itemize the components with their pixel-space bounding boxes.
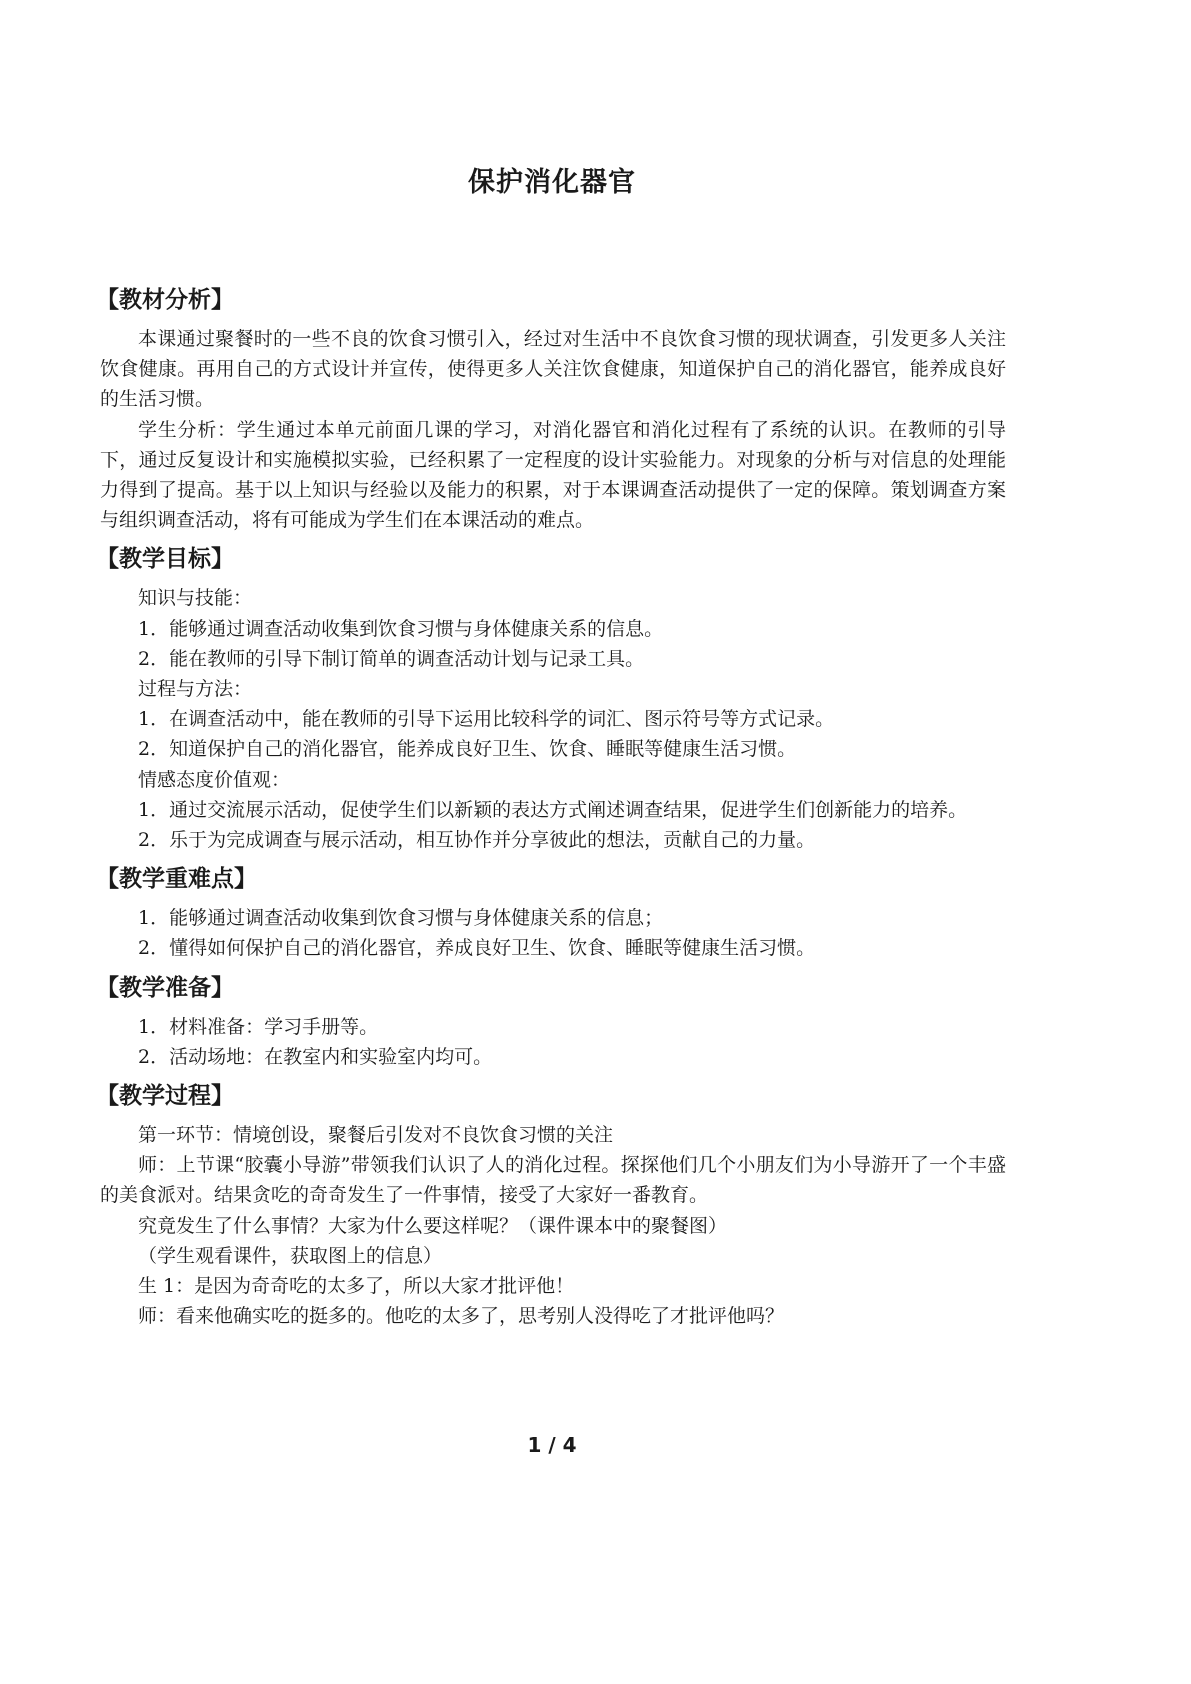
document-body [96,278,1006,1331]
section-heading: 【教学准备】 [96,973,234,1001]
section-heading: 【教学过程】 [96,1082,234,1110]
section-goals [96,537,1006,855]
section-heading: 【教学重难点】 [96,865,257,893]
paragraph: 学生分析：学生通过本单元前面几课的学习，对消化器官和消化过程有了系统的认识。在教师的引导下，通过反复设计和实施模拟实验，已经积累了一定程度的设计实验能力。对现象的分析与对信息的处理能力得到了提高。基于以上知识与经验以及能力的积累，对于本课调查活动提供了一定的保障。策划调查方案与组织调查活动，将有可能成为学生们在本课活动的难点。 [100,418,1006,532]
list-item: 1．在调查活动中，能在教师的引导下运用比较科学的词汇、图示符号等方式记录。 [138,708,835,731]
page-title: 保护消化器官 [468,167,636,198]
section-process [96,1074,1006,1331]
list-item: 2．活动场地：在教室内和实验室内均可。 [138,1045,493,1068]
section-key-points [96,857,1006,963]
list-item: 1．能够通过调查活动收集到饮食习惯与身体健康关系的信息。 [138,617,664,640]
section-heading: 【教材分析】 [96,286,234,313]
paragraph: 情感态度价值观： [138,768,291,791]
paragraph: 师：上节课“胶囊小导游”带领我们认识了人的消化过程。探探他们几个小朋友们为小导游开了一个丰盛的美食派对。结果贪吃的奇奇发生了一件事情，接受了大家好一番教育。 [100,1154,1006,1207]
list-item: 2．能在教师的引导下制订简单的调查活动计划与记录工具。 [138,647,645,670]
list-item: 1．通过交流展示活动，促使学生们以新颖的表达方式阐述调查结果，促进学生们创新能力的培养。 [138,798,968,821]
section-preparation [96,966,1006,1072]
paragraph: 第一环节：情境创设，聚餐后引发对不良饮食习惯的关注 [138,1124,614,1147]
section-heading: 【教学目标】 [96,545,234,573]
list-item: 1．能够通过调查活动收集到饮食习惯与身体健康关系的信息； [138,907,664,930]
paragraph: （学生观看课件，获取图上的信息） [138,1244,443,1267]
page-number: 1 / 4 [527,1433,577,1457]
list-item: 1．材料准备：学习手册等。 [138,1015,379,1038]
paragraph: 师：看来他确实吃的挺多的。他吃的太多了，思考别人没得吃了才批评他吗？ [138,1305,785,1328]
list-item: 2．知道保护自己的消化器官，能养成良好卫生、饮食、睡眠等健康生活习惯。 [138,738,797,761]
paragraph: 本课通过聚餐时的一些不良的饮食习惯引入，经过对生活中不良饮食习惯的现状调查，引发更多人关注饮食健康。再用自己的方式设计并宣传，使得更多人关注饮食健康，知道保护自己的消化器官，能养成良好的生活习惯。 [100,328,1006,411]
list-item: 2．懂得如何保护自己的消化器官，养成良好卫生、饮食、睡眠等健康生活习惯。 [138,937,816,960]
paragraph: 过程与方法： [138,678,253,701]
paragraph: 生 1：是因为奇奇吃的太多了，所以大家才批评他！ [138,1275,575,1298]
paragraph: 究竟发生了什么事情？大家为什么要这样呢？（课件课本中的聚餐图） [138,1214,728,1237]
section-analysis [96,278,1006,535]
list-item: 2．乐于为完成调查与展示活动，相互协作并分享彼此的想法，贡献自己的力量。 [138,829,816,852]
paragraph: 知识与技能： [138,587,253,610]
